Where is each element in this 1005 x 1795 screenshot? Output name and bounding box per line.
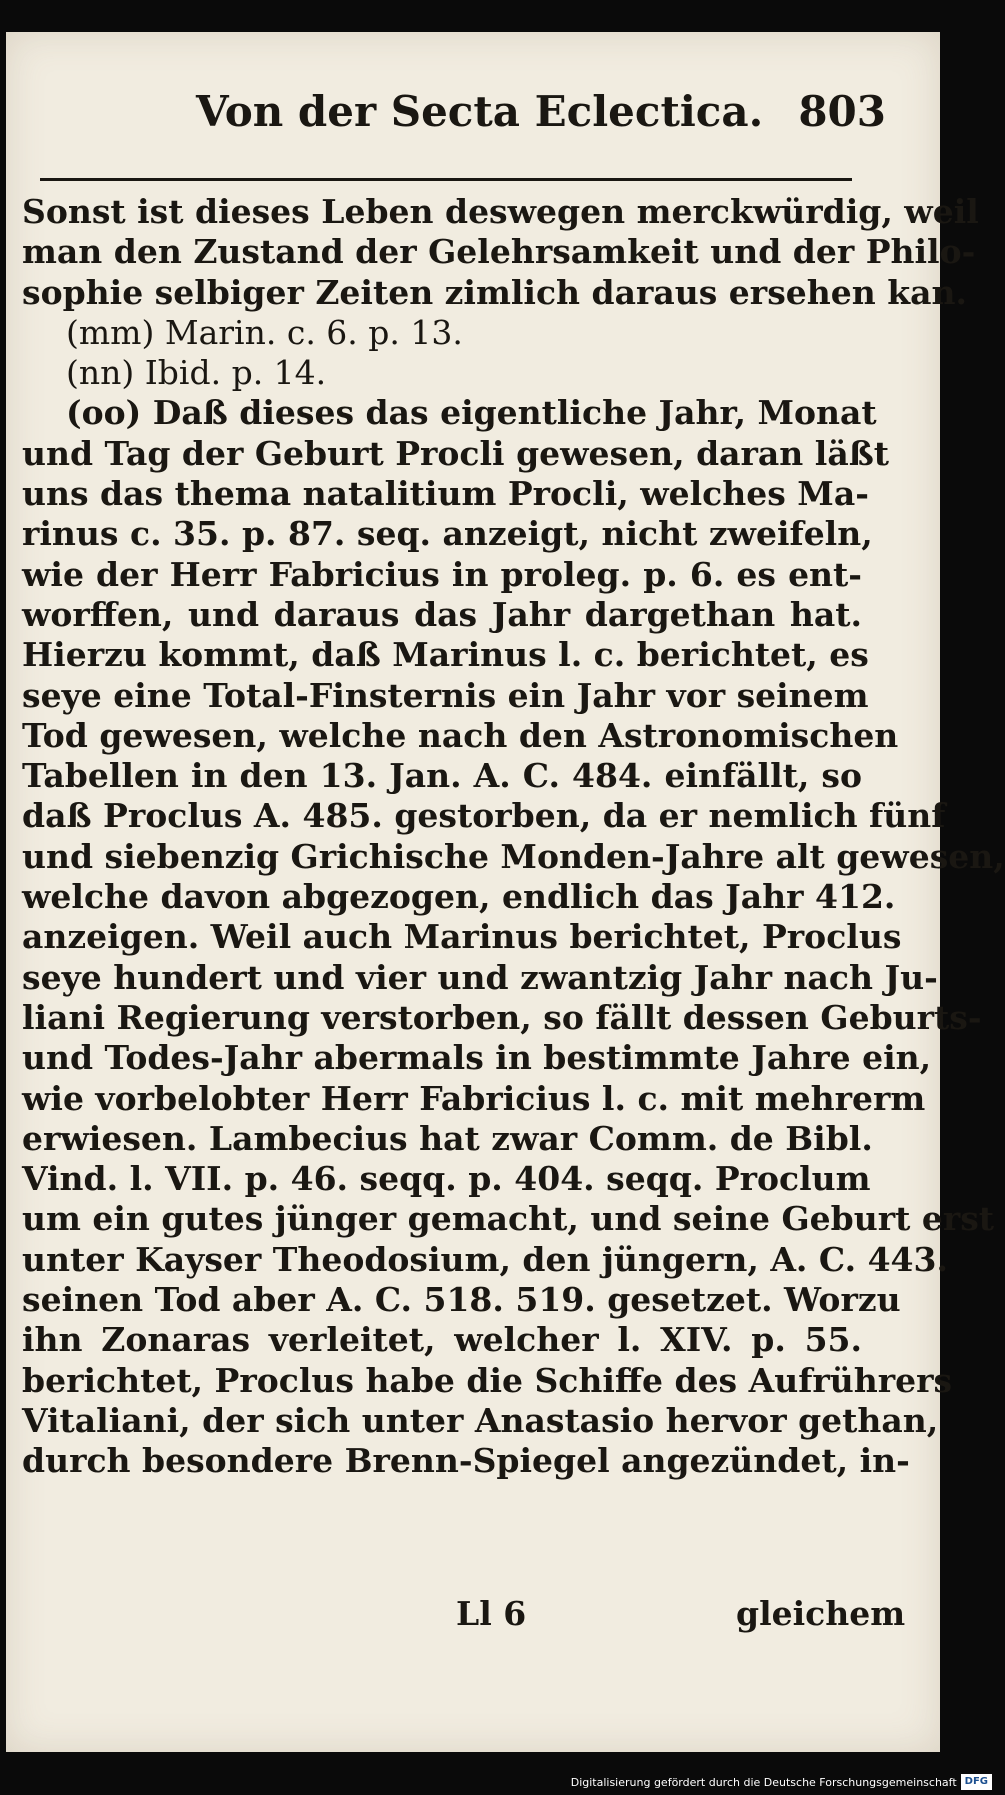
text-line: wie vorbelobter Herr Fabricius l. c. mit mehrerm bbox=[22, 1078, 926, 1118]
text-line: durch besondere Brenn-Spiegel angezündet, in- bbox=[22, 1441, 910, 1481]
footnote-marker-line: (mm) Marin. c. 6. p. 13. bbox=[66, 312, 463, 352]
text-line: ihn Zonaras verleitet, welcher l. XIV. p. 55. bbox=[22, 1320, 862, 1360]
text-line: seinen Tod aber A. C. 518. 519. gesetzet. Worzu bbox=[22, 1280, 901, 1320]
text-line: anzeigen. Weil auch Marinus berichtet, Proclus bbox=[22, 917, 902, 957]
text-line: welche davon abgezogen, endlich das Jahr 412. bbox=[22, 877, 896, 917]
text-line: man den Zustand der Gelehrsamkeit und der Philo- bbox=[22, 232, 976, 272]
text-line: daß Proclus A. 485. gestorben, da er nemlich fünf bbox=[22, 796, 946, 836]
text-line: Tabellen in den 13. Jan. A. C. 484. einfällt, so bbox=[22, 756, 862, 796]
text-line: berichtet, Proclus habe die Schiffe des Aufrührers bbox=[22, 1360, 953, 1400]
text-line: Tod gewesen, welche nach den Astronomischen bbox=[22, 715, 899, 755]
text-line: Vitaliani, der sich unter Anastasio hervor gethan, bbox=[22, 1400, 939, 1440]
text-line: sophie selbiger Zeiten zimlich daraus ersehen kan. bbox=[22, 272, 967, 312]
footnote-marker-line: (nn) Ibid. p. 14. bbox=[66, 353, 327, 393]
text-line: worffen, und daraus das Jahr dargethan hat. bbox=[22, 594, 862, 634]
text-line: und siebenzig Grichische Monden-Jahre alt gewesen, bbox=[22, 836, 1005, 876]
digitization-credit bbox=[571, 1771, 992, 1793]
text-line: Vind. l. VII. p. 46. seqq. p. 404. seqq. Proclum bbox=[22, 1159, 871, 1199]
text-line: Hierzu kommt, daß Marinus l. c. berichtet, es bbox=[22, 635, 869, 675]
text-line: unter Kayser Theodosium, den jüngern, A. C. 443. bbox=[22, 1239, 948, 1279]
header-rule bbox=[40, 178, 852, 181]
catchword: gleichem bbox=[736, 1594, 906, 1633]
text-line: liani Regierung verstorben, so fällt dessen Geburts- bbox=[22, 997, 982, 1037]
text-line: seye hundert und vier und zwantzig Jahr nach Ju- bbox=[22, 957, 938, 997]
text-line: seye eine Total-Finsternis ein Jahr vor seinem bbox=[22, 675, 869, 715]
text-line: erwiesen. Lambecius hat zwar Comm. de Bibl. bbox=[22, 1118, 873, 1158]
text-line: wie der Herr Fabricius in proleg. p. 6. es ent- bbox=[22, 554, 862, 594]
text-line: rinus c. 35. p. 87. seq. anzeigt, nicht zweifeln, bbox=[22, 514, 873, 554]
credit-text: Digitalisierung gefördert durch die Deutsche Forschungsgemeinschaft bbox=[570, 1775, 957, 1789]
footnote-start-line: (oo) Daß dieses das eigentliche Jahr, Monat bbox=[66, 393, 877, 433]
body-text bbox=[22, 192, 1005, 1482]
book-page bbox=[6, 32, 1005, 1752]
text-line: und Tag der Geburt Procli gewesen, daran läßt bbox=[22, 433, 890, 473]
text-line: um ein gutes jünger gemacht, und seine Geburt erst bbox=[22, 1199, 995, 1239]
page-number: 803 bbox=[798, 87, 886, 136]
dfg-logo: DFG bbox=[961, 1774, 992, 1790]
signature-mark: Ll 6 bbox=[456, 1594, 527, 1633]
running-head-title: Von der Secta Eclectica. bbox=[196, 87, 764, 136]
text-line: uns das thema natalitium Procli, welches Ma- bbox=[22, 474, 869, 514]
text-line: Sonst ist dieses Leben deswegen merckwürdig, weil bbox=[22, 192, 979, 231]
text-line: und Todes-Jahr abermals in bestimmte Jahre ein, bbox=[22, 1038, 932, 1078]
